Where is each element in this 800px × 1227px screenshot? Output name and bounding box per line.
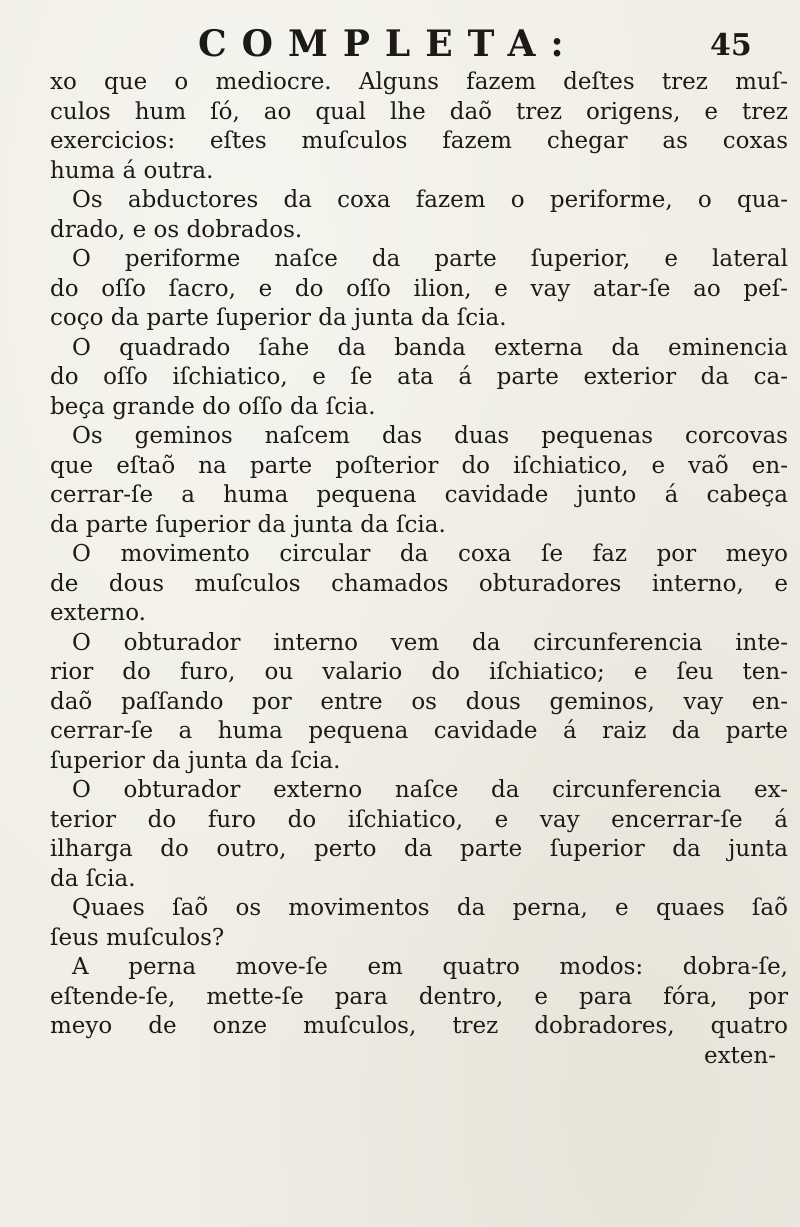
text-line: de dous muſculos chamados obturadores interno, e: [50, 570, 788, 597]
body-text: [50, 68, 788, 1071]
text-line: externo.: [50, 600, 146, 626]
text-line: coço da parte ſuperior da junta da ſcia.: [50, 305, 507, 331]
text-line: da parte ſuperior da junta da ſcia.: [50, 511, 446, 538]
text-line: da ſcia.: [50, 865, 136, 892]
text-line: xo que o mediocre. Alguns fazem deſtes trez muſ-: [50, 69, 788, 95]
text-line: cerrar-ſe a huma pequena cavidade á raiz da parte: [50, 718, 788, 744]
text-line: O obturador interno vem da circunferencia inte-: [72, 629, 788, 656]
text-line: ſuperior da junta da ſcia.: [50, 747, 341, 774]
text-line: cerrar-ſe a huma pequena cavidade junto á cabeça: [50, 482, 788, 508]
text-line: daõ paſſando por entre os dous geminos, vay en-: [50, 688, 788, 715]
text-line: ilharga do outro, perto da parte ſuperior da junta: [50, 836, 788, 862]
text-line: drado, e os dobrados.: [50, 216, 303, 243]
text-line: meyo de onze muſculos, trez dobradores, quatro: [50, 1013, 788, 1039]
text-line: que eſtaõ na parte poſterior do iſchiatico, e vaõ en-: [50, 452, 788, 479]
running-title: COMPLETA:: [198, 23, 579, 65]
text-line: Os geminos naſcem das duas pequenas corcovas: [72, 423, 788, 449]
text-line: ſeus muſculos?: [50, 924, 225, 951]
text-line: huma á outra.: [50, 157, 214, 184]
text-line: O obturador externo naſce da circunferencia ex-: [72, 777, 788, 803]
text-line: O periforme naſce da parte ſuperior, e lateral: [72, 246, 788, 272]
text-line: exercicios: eſtes muſculos fazem chegar as coxas: [50, 128, 788, 154]
page-number: 45: [710, 28, 752, 63]
running-head: [0, 20, 800, 68]
text-line: eſtende-ſe, mette-ſe para dentro, e para fóra, por: [50, 983, 788, 1010]
text-line: Quaes ſaõ os movimentos da perna, e quaes ſaõ: [72, 895, 788, 921]
text-line: terior do furo do iſchiatico, e vay encerrar-ſe á: [50, 806, 788, 833]
text-line: O movimento circular da coxa ſe faz por meyo: [72, 541, 788, 567]
text-line: Os abductores da coxa fazem o periforme, o qua-: [72, 187, 788, 213]
text-line: do oſſo ſacro, e do oſſo ilion, e vay atar-ſe ao peſ-: [50, 275, 788, 302]
catchword: exten-: [703, 1042, 776, 1069]
text-line: O quadrado ſahe da banda externa da eminencia: [72, 334, 788, 361]
text-line: A perna move-ſe em quatro modos: dobra-ſe,: [72, 954, 788, 980]
text-line: rior do furo, ou valario do iſchiatico; e ſeu ten-: [50, 659, 788, 685]
text-line: beça grande do oſſo da ſcia.: [50, 393, 376, 420]
text-line: do oſſo iſchiatico, e ſe ata á parte exterior da ca-: [50, 364, 788, 390]
text-line: culos hum ſó, ao qual lhe daõ trez origens, e trez: [50, 98, 788, 125]
